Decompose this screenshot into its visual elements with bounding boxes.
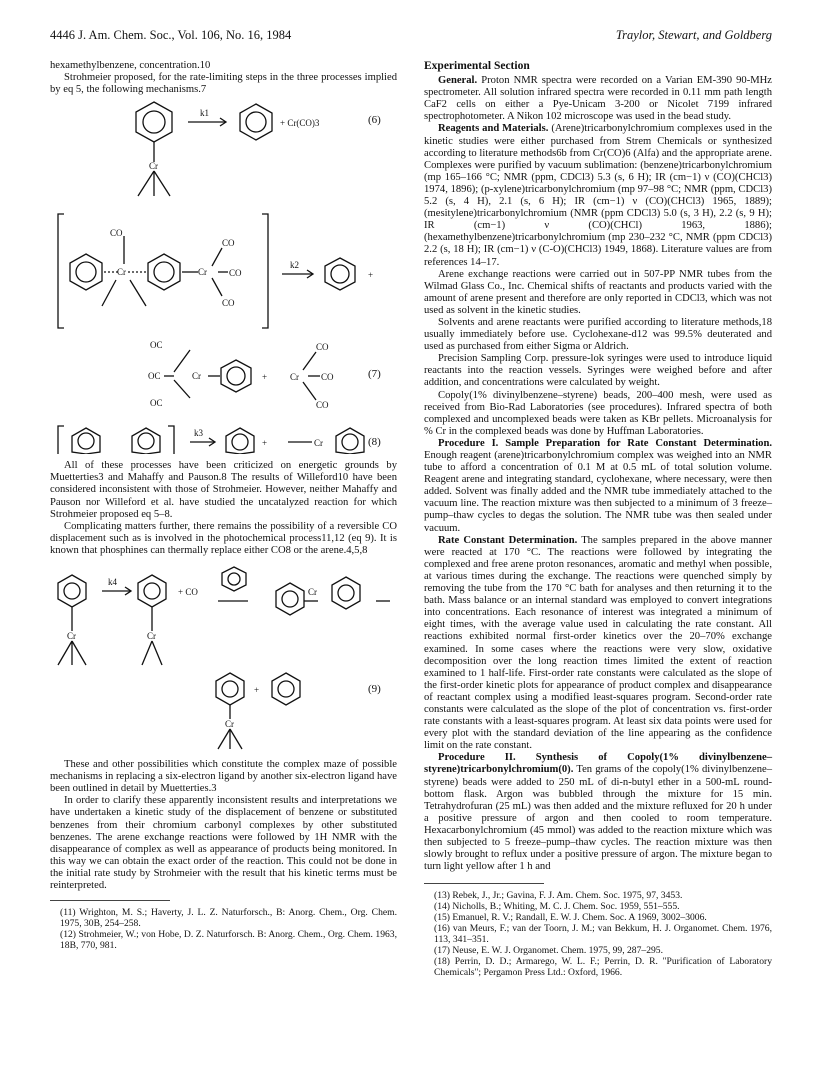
paragraph-procedure-1 bbox=[424, 438, 772, 535]
benzene-ring bbox=[138, 575, 166, 607]
reference-15: (15) Emanuel, R. V.; Randall, E. W. J. Chem. Soc. A 1969, 3002–3006. bbox=[434, 912, 707, 924]
paragraph: Complicating matters further, there remains the possibility of a reversible CO displacement such as is involved in the photochemical process11,12 (eq 9). It is known that phosphines can thermally replace either CO8 or the arene.4,5,8 bbox=[50, 520, 397, 556]
rate-constant-k4: k4 bbox=[108, 577, 117, 588]
reference-13: (13) Rebek, J., Jr.; Gavina, F. J. Am. Chem. Soc. 1975, 97, 3453. bbox=[434, 890, 683, 902]
paragraph: hexamethylbenzene, concentration.10 bbox=[50, 60, 211, 71]
chromium-label: Cr bbox=[225, 719, 234, 730]
rate-constant-k2: k2 bbox=[290, 260, 299, 271]
rate-constant-k3: k3 bbox=[194, 428, 203, 439]
mechanism-scheme-6-8 bbox=[50, 96, 397, 454]
chromium-label: Cr bbox=[198, 267, 207, 278]
chromium-label: Cr bbox=[192, 371, 201, 382]
run-in-heading: Reagents and Materials. bbox=[438, 123, 549, 135]
left-column bbox=[50, 60, 397, 951]
benzene-ring bbox=[70, 254, 102, 290]
scheme-drawing bbox=[50, 96, 397, 454]
paragraph: These and other possibilities which constitute the complex maze of possible mechanisms in replacing a six-electron ligand by another six-electron ligand have been outlined in detail by Muetterties.3 bbox=[50, 759, 397, 795]
paragraph: Solvents and arene reactants were purified according to literature methods,18 usually immediately before use. Cyclohexane-d12 was 99.5% deuterated and used as purchased from either Sigma or Aldrich. bbox=[424, 316, 772, 353]
right-column bbox=[424, 60, 772, 978]
benzene-ring bbox=[222, 567, 246, 591]
reference-14: (14) Nicholls, B.; Whiting, M. C. J. Chem. Soc. 1959, 551–555. bbox=[434, 901, 680, 913]
scheme-drawing bbox=[50, 561, 397, 751]
paragraph-general bbox=[424, 75, 772, 123]
reference-16: (16) van Meurs, F.; van der Toorn, J. M.; van Bekkum, H. J. Organomet. Chem. 1976, 113, 341–351. bbox=[434, 923, 772, 946]
footnote-rule bbox=[424, 883, 544, 884]
carbonyl-label: CO bbox=[222, 298, 235, 309]
carbonyl-label: CO bbox=[316, 342, 329, 353]
benzene-ring bbox=[221, 360, 251, 392]
footnote-rule bbox=[50, 900, 170, 901]
benzene-ring bbox=[132, 428, 160, 454]
reference-18: (18) Perrin, D. D.; Armarego, W. L. F.; Perrin, D. R. "Purification of Laboratory Chemicals"; Pergamon Press Ltd.: Oxford, 1966. bbox=[434, 956, 772, 979]
section-heading: Experimental Section bbox=[424, 60, 530, 72]
chromium-label: Cr bbox=[149, 161, 158, 172]
paragraph: Arene exchange reactions were carried out in 507-PP NMR tubes from the Wilmad Glass Co., Inc. Chemical shifts of reactants and products varied with the amount of arene present and therefore are only reported in CDCl3, which was not used as solvent in the kinetic studies. bbox=[424, 268, 772, 316]
chromium-label: Cr bbox=[290, 372, 299, 383]
running-header bbox=[50, 28, 772, 44]
paragraph: Precision Sampling Corp. pressure-lok syringes were used to introduce liquid reactants into the reaction vessels. Syringes were weighed before and after addition, and concentrations were calculated by weight. bbox=[424, 353, 772, 389]
benzene-ring bbox=[216, 673, 244, 705]
carbonyl-label: CO bbox=[316, 400, 329, 411]
chromium-tricarbonyl: + Cr(CO)3 bbox=[280, 118, 320, 129]
benzene-ring bbox=[136, 102, 172, 142]
carbonyl-label: OC bbox=[148, 371, 161, 382]
paragraph: All of these processes have been criticized on energetic grounds by Muetterties3 and Mahaffy and Pauson.8 The results of Willeford10 have been considered inconsistent with those of Strohmeier. However, neither Mahaffy and Pauson nor Willeford et al. have studied the uncatalyzed reaction for which Strohmeier proposed eq 5–8. bbox=[50, 460, 397, 520]
paragraph-text: Enough reagent (arene)tricarbonylchromium complex was weighed into an NMR tube to afford a concentration of 0.1 M at 0.5 mL of total solution volume. Reagent arene and integrating standard, cyclohexane, where necessary, were then added. Solvent was finally added and the NMR tube immediately attached to the vacuum line. The reaction mixture was then subjected to a minimum of 3 freeze–pump–thaw cycles to degas the solution. The NMR tube was then sealed under vacuum. bbox=[424, 450, 772, 534]
paragraph: Copoly(1% divinylbenzene–styrene) beads, 200–400 mesh, were used as received from Bio-Rad Laboratories (see procedures). Infrared spectra of both complexed and uncomplexed beads were taken as KBr pellets. Microanalysis for % Cr in the complexed beads was done by Huffman Laboratories. bbox=[424, 389, 772, 437]
chromium-label: Cr bbox=[67, 631, 76, 642]
paragraph: In order to clarify these apparently inconsistent results and interpretations we have undertaken a kinetic study of the displacement of benzene or substituted benzenes from their chromium carbonyl complexes by other substituted benzenes. The arene exchange reactions were followed by 1H NMR with the disappearance of complex as well as appearance of products being monitored. In this way we can obtain the exact order of the reaction. This could not be done in the initial rate study by Strohmeier with the result that his kinetic terms must be reinterpreted. bbox=[50, 795, 397, 891]
benzene-ring bbox=[332, 577, 360, 609]
benzene-ring bbox=[58, 575, 86, 607]
reference-12: (12) Strohmeier, W.; von Hobe, D. Z. Naturforsch. B: Anorg. Chem., Org. Chem. 1963, 18B, 770, 981. bbox=[60, 929, 397, 952]
journal-citation: 4446 J. Am. Chem. Soc., Vol. 106, No. 16, 1984 bbox=[50, 28, 292, 42]
reference-17: (17) Neuse, E. W. J. Organomet. Chem. 1975, 99, 287–295. bbox=[434, 945, 663, 957]
run-in-heading: Procedure I. Sample Preparation for Rate Constant Determination. bbox=[438, 437, 772, 449]
carbonyl-label: CO bbox=[229, 268, 242, 279]
benzene-ring bbox=[272, 673, 300, 705]
carbonyl-label: OC bbox=[150, 398, 163, 409]
equation-number-9: (9) bbox=[368, 683, 381, 696]
paragraph: Strohmeier proposed, for the rate-limiting steps in the three processes implied by eq 5, the following mechanisms.7 bbox=[50, 72, 397, 96]
benzene-ring bbox=[148, 254, 180, 290]
run-in-heading: Rate Constant Determination. bbox=[438, 534, 578, 546]
rate-constant-k1: k1 bbox=[200, 108, 209, 119]
carbonyl-label: OC bbox=[150, 340, 163, 351]
aromatic-circle bbox=[143, 111, 165, 133]
run-in-heading: General. bbox=[438, 75, 478, 87]
paragraph-rate-constant bbox=[424, 535, 772, 753]
equation-number-6: (6) bbox=[368, 114, 381, 127]
paragraph-text: Ten grams of the copoly(1% divinylbenzene–styrene) beads were added to 250 mL of di-n-butyl ether in a 500-mL round-bottom flask. Argon was bubbled through the mixture for 15 min. Tetrahydrofuran (25 mL) was then added and the mixture refluxed for 20 h under a positive pressure of argon and then cooled to room temperature. Hexacarbonylchromium (45 mmol) was added to the reaction mixture which was then subjected to 5 freeze–pump–thaw cycles. The reaction mixture was then slowly brought to reflux under a positive pressure of argon. The mixture began to turn light yellow after 1 h and bbox=[424, 764, 772, 873]
footnotes-left bbox=[50, 907, 397, 951]
benzene-ring bbox=[72, 428, 100, 454]
run-in-heading: Procedure II. Synthesis of Copoly(1% divinylbenzene–styrene)tricarbonylchromium(0). bbox=[424, 752, 772, 776]
carbonyl-label: CO bbox=[321, 372, 334, 383]
plus-sign: + bbox=[262, 438, 268, 449]
footnotes-right bbox=[424, 890, 772, 978]
paragraph-reagents bbox=[424, 123, 772, 268]
paragraph-text: (Arene)tricarbonylchromium complexes used in the kinetic studies were either purchased from Strem Chemicals or synthesized according to literature methods6b from Cr(CO)6 (Alfa) and the appropriate arene. Complexes were purified by vacuum sublimation: (benzene)tricarbonylchromium (mp 165–166 °C; NMR (ppm, CDCl3) 5.3 (s, 6 H); IR (cm−1) ν (CO)(CHCl3) 1974, 1896); (p-xylene)tricarbonylchromium (mp 97–98 °C; NMR (ppm, CDCl3) 5.2 (s, 4 H), 2.1 (s, 6 H); IR (cm−1) ν (CO)(CHCl3) 1965, 1889); (mesitylene)tricarbonylchromium (NMR (ppm CDCl3) 5.0 (s, 3 H), 2.2 (s, 9 H); IR (cm−1) ν (CO)(CHCl) 1963, 1886); (hexamethylbenzene)tricarbonylchromium (mp 230–232 °C, NMR (ppm CDCl3) 2.2 (s, 18 H); IR (cm−1) ν (C-O)(CHCl3) 1949, 1868). Literature values are from references 14–17. bbox=[424, 123, 773, 268]
chromium-label: Cr bbox=[308, 587, 317, 598]
equation-number-7: (7) bbox=[368, 368, 381, 381]
paragraph-text: The samples prepared in the above manner were reacted at 170 °C. The reactions were followed by integrating the complexed and free arene proton resonances, aromatic and methyl when possible, at various times during the exchange. The reactions were quenched simply by removing the tube from the 170 °C bath for analyses and then returning it to the bath. Mass balance or an internal standard was employed to convert integrations into concentrations. Each resonance of interest was integrated a minimum of eight times, with the average value used in calculating the rate constant. All reactions exhibited normal first-order kinetics over the 20–70% exchange examined. In some cases where the reactions were very slow, oxidative decomposition over the long reaction times limited the extent of reaction examined to 1 half-life. First-order rate constants were calculated as the slope of the first-order kinetic plots for appearance of product complex and disappearance of reactant complex using a modified least-squares program. Second-order rate constants were calculated as the slope of the plot of concentration vs. first-order rate constants with a least-squares program. At least six data points were used for every plot with the standard deviation of the line appearing as the confidence limit on the rate constant. bbox=[424, 534, 772, 752]
plus-sign: + bbox=[262, 372, 268, 383]
plus-sign: + bbox=[254, 685, 260, 696]
plus-sign: + bbox=[368, 270, 374, 281]
chromium-label: Cr bbox=[314, 438, 323, 449]
benzene-ring bbox=[276, 583, 304, 615]
chromium-label: Cr bbox=[117, 267, 126, 278]
benzene-ring bbox=[240, 104, 272, 140]
benzene-ring bbox=[325, 258, 355, 290]
paragraph-text: Proton NMR spectra were recorded on a Varian EM-390 90-MHz spectrometer. All solution infrared spectra were recorded in 0.11 mm path length CaF2 cells on either a Pye-Unicam 3-200 or Nicolet 7199 infrared spectrophotometer. A Nikon 102 microscope was used in the bead study. bbox=[424, 75, 772, 123]
mechanism-scheme-9 bbox=[50, 561, 397, 751]
paragraph-procedure-2 bbox=[424, 752, 772, 873]
carbonyl-label: CO bbox=[222, 238, 235, 249]
carbonyl-label: CO bbox=[110, 228, 123, 239]
author-names: Traylor, Stewart, and Goldberg bbox=[615, 28, 772, 42]
reference-11: (11) Wrighton, M. S.; Haverty, J. L. Z. Naturforsch., B: Anorg. Chem., Org. Chem. 1975, 30B, 254–258. bbox=[60, 907, 397, 930]
equation-number-8: (8) bbox=[368, 436, 381, 449]
chromium-label: Cr bbox=[147, 631, 156, 642]
plus-co: + CO bbox=[178, 587, 198, 598]
